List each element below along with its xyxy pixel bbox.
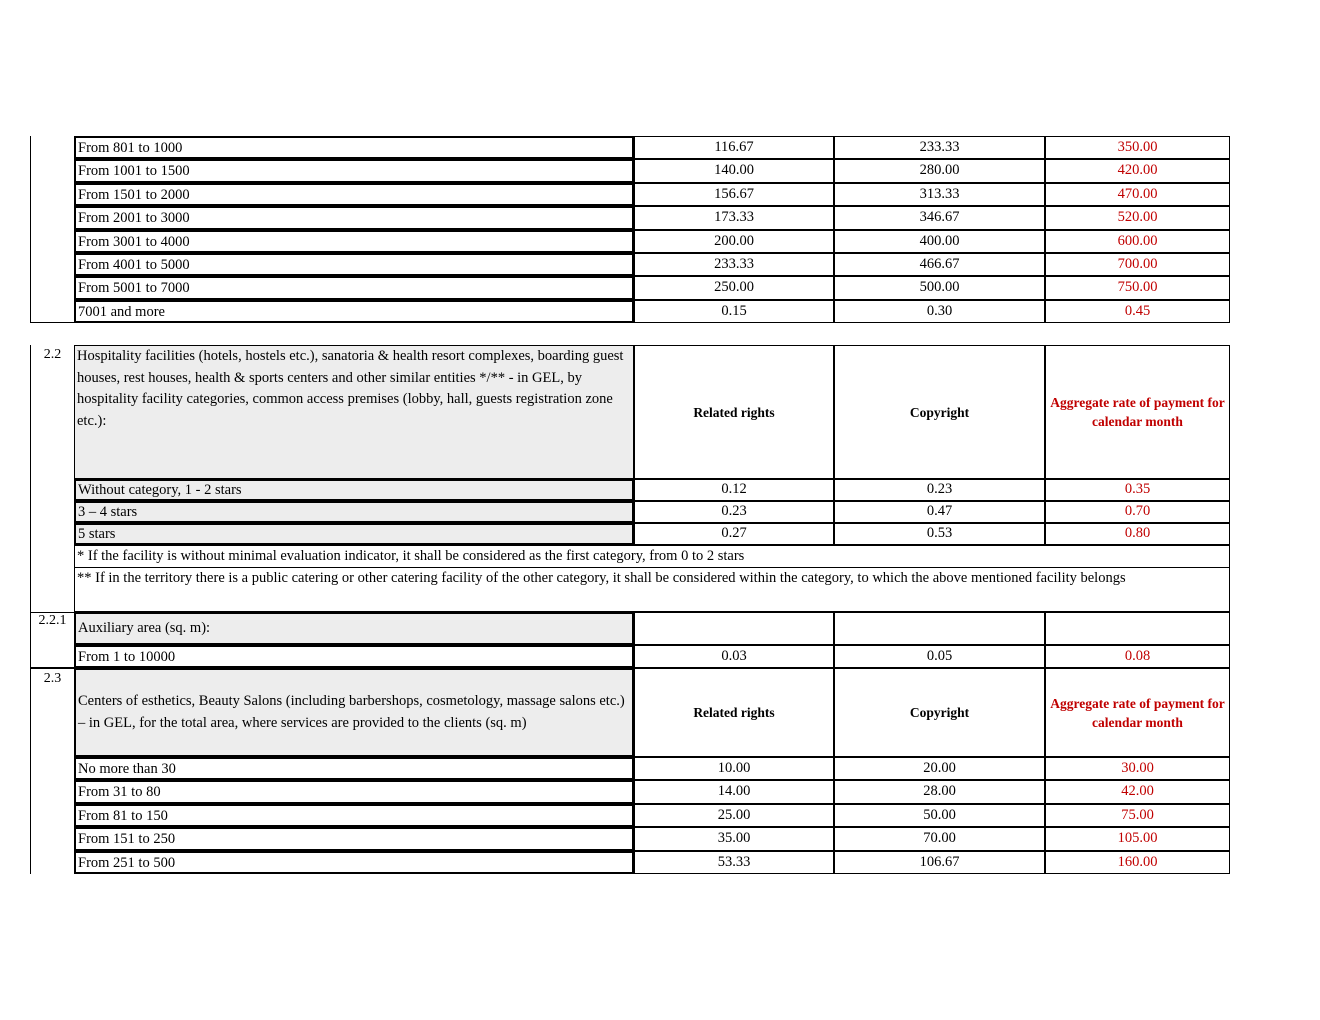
copyright-value: 28.00 — [834, 780, 1045, 803]
section-2-3-header — [30, 668, 1230, 757]
related-rights-value: 53.33 — [634, 851, 834, 874]
related-rights-value: 140.00 — [634, 159, 834, 182]
section-title: Auxiliary area (sq. m): — [74, 612, 634, 645]
row-number-cell — [30, 827, 74, 850]
aggregate-rate-value: 75.00 — [1045, 804, 1230, 827]
related-rights-value: 116.67 — [634, 136, 834, 159]
copyright-value: 0.30 — [834, 300, 1045, 323]
note-row-2 — [30, 567, 1230, 612]
related-rights-value: 10.00 — [634, 757, 834, 780]
table-row — [30, 523, 1230, 545]
aggregate-rate-value: 160.00 — [1045, 851, 1230, 874]
row-label: From 801 to 1000 — [74, 136, 634, 159]
row-number-cell — [30, 780, 74, 803]
row-label: Without category, 1 - 2 stars — [74, 479, 634, 501]
row-label: From 1 to 10000 — [74, 645, 634, 668]
section-title: Hospitality facilities (hotels, hostels etc.), sanatoria & health resort complexes, boarding guest houses, rest houses, health & sports centers and other similar entities */** - in GEL, by hospitality facility categories, common access premises (lobby, hall, guests registration zone etc.): — [74, 345, 634, 479]
section-title — [74, 668, 634, 757]
copyright-value: 70.00 — [834, 827, 1045, 850]
row-number-cell — [30, 159, 74, 182]
related-rights-value: 156.67 — [634, 183, 834, 206]
note-number-cell — [30, 567, 74, 612]
row-number-cell — [30, 276, 74, 299]
table-row — [30, 827, 1230, 850]
section-2-2-1-header — [30, 612, 1230, 645]
table-row — [30, 757, 1230, 780]
copyright-value: 280.00 — [834, 159, 1045, 182]
row-label: From 151 to 250 — [74, 827, 634, 850]
table-row — [30, 300, 1230, 323]
row-label: From 3001 to 4000 — [74, 230, 634, 253]
row-label: 3 – 4 stars — [74, 501, 634, 523]
header-copyright: Copyright — [834, 345, 1045, 479]
table-row — [30, 206, 1230, 229]
aggregate-rate-value: 0.70 — [1045, 501, 1230, 523]
row-label: From 1001 to 1500 — [74, 159, 634, 182]
copyright-value: 400.00 — [834, 230, 1045, 253]
related-rights-value: 0.15 — [634, 300, 834, 323]
related-rights-value: 0.12 — [634, 479, 834, 501]
aggregate-rate-value: 0.08 — [1045, 645, 1230, 668]
row-number-cell — [30, 645, 74, 668]
row-label: From 5001 to 7000 — [74, 276, 634, 299]
row-label: From 251 to 500 — [74, 851, 634, 874]
row-label: 7001 and more — [74, 300, 634, 323]
note-number-cell — [30, 545, 74, 568]
row-number-cell — [30, 501, 74, 523]
copyright-value: 0.53 — [834, 523, 1045, 545]
aggregate-rate-value: 350.00 — [1045, 136, 1230, 159]
table-row — [30, 276, 1230, 299]
copyright-value: 50.00 — [834, 804, 1045, 827]
section-2-2-header — [30, 345, 1230, 479]
row-number-cell — [30, 136, 74, 159]
aggregate-rate-value: 0.35 — [1045, 479, 1230, 501]
row-number-cell — [30, 230, 74, 253]
aggregate-rate-value: 470.00 — [1045, 183, 1230, 206]
aggregate-rate-value: 420.00 — [1045, 159, 1230, 182]
section-number: 2.2.1 — [30, 612, 74, 645]
aggregate-rate-value: 750.00 — [1045, 276, 1230, 299]
row-number-cell — [30, 757, 74, 780]
aggregate-rate-value: 600.00 — [1045, 230, 1230, 253]
section-number: 2.2 — [30, 345, 74, 479]
empty-cell — [634, 612, 834, 645]
table-row — [30, 780, 1230, 803]
aggregate-rate-value: 700.00 — [1045, 253, 1230, 276]
copyright-value: 466.67 — [834, 253, 1045, 276]
aggregate-rate-value: 0.80 — [1045, 523, 1230, 545]
row-number-cell — [30, 523, 74, 545]
aggregate-rate-value: 105.00 — [1045, 827, 1230, 850]
copyright-value: 0.47 — [834, 501, 1045, 523]
header-related-rights: Related rights — [634, 345, 834, 479]
table-row — [30, 804, 1230, 827]
table-row — [30, 136, 1230, 159]
copyright-value: 106.67 — [834, 851, 1045, 874]
related-rights-value: 173.33 — [634, 206, 834, 229]
footnote-1: * If the facility is without minimal evaluation indicator, it shall be considered as the first category, from 0 to 2 stars — [74, 545, 1230, 568]
section-number: 2.3 — [30, 668, 74, 757]
row-label: No more than 30 — [74, 757, 634, 780]
row-number-cell — [30, 804, 74, 827]
copyright-value: 20.00 — [834, 757, 1045, 780]
empty-cell — [1045, 612, 1230, 645]
section-title-text: Centers of esthetics, Beauty Salons (including barbershops, cosmetology, massage salons etc.) – in GEL, for the total area, where services are provided to the clients (sq. m) — [78, 693, 625, 731]
copyright-value: 500.00 — [834, 276, 1045, 299]
row-number-cell — [30, 851, 74, 874]
aggregate-rate-value: 0.45 — [1045, 300, 1230, 323]
row-number-cell — [30, 300, 74, 323]
table-row — [30, 479, 1230, 501]
row-label: From 31 to 80 — [74, 780, 634, 803]
row-label: From 2001 to 3000 — [74, 206, 634, 229]
copyright-value: 0.23 — [834, 479, 1045, 501]
row-number-cell — [30, 183, 74, 206]
aggregate-rate-value: 42.00 — [1045, 780, 1230, 803]
related-rights-value: 14.00 — [634, 780, 834, 803]
header-related-rights: Related rights — [634, 668, 834, 757]
related-rights-value: 233.33 — [634, 253, 834, 276]
copyright-value: 0.05 — [834, 645, 1045, 668]
row-label: From 4001 to 5000 — [74, 253, 634, 276]
row-label: From 81 to 150 — [74, 804, 634, 827]
note-row-1 — [30, 545, 1230, 568]
table-row — [30, 230, 1230, 253]
header-aggregate-rate: Aggregate rate of payment for calendar month — [1045, 345, 1230, 479]
table-row — [30, 253, 1230, 276]
copyright-value: 346.67 — [834, 206, 1045, 229]
table-row — [30, 501, 1230, 523]
empty-cell — [834, 612, 1045, 645]
row-number-cell — [30, 479, 74, 501]
aggregate-rate-value: 520.00 — [1045, 206, 1230, 229]
related-rights-value: 35.00 — [634, 827, 834, 850]
related-rights-value: 0.23 — [634, 501, 834, 523]
related-rights-value: 200.00 — [634, 230, 834, 253]
header-aggregate-rate: Aggregate rate of payment for calendar month — [1045, 668, 1230, 757]
copyright-value: 233.33 — [834, 136, 1045, 159]
row-label: From 1501 to 2000 — [74, 183, 634, 206]
table-row — [30, 159, 1230, 182]
related-rights-value: 0.03 — [634, 645, 834, 668]
row-number-cell — [30, 206, 74, 229]
related-rights-value: 25.00 — [634, 804, 834, 827]
row-label: 5 stars — [74, 523, 634, 545]
aggregate-rate-value: 30.00 — [1045, 757, 1230, 780]
table-row — [30, 851, 1230, 874]
row-number-cell — [30, 253, 74, 276]
table-row — [30, 183, 1230, 206]
footnote-2: ** If in the territory there is a public catering or other catering facility of the other category, it shall be considered within the category, to which the above mentioned facility belongs — [74, 567, 1230, 612]
related-rights-value: 0.27 — [634, 523, 834, 545]
related-rights-value: 250.00 — [634, 276, 834, 299]
copyright-value: 313.33 — [834, 183, 1045, 206]
table-row — [30, 645, 1230, 668]
header-copyright: Copyright — [834, 668, 1045, 757]
